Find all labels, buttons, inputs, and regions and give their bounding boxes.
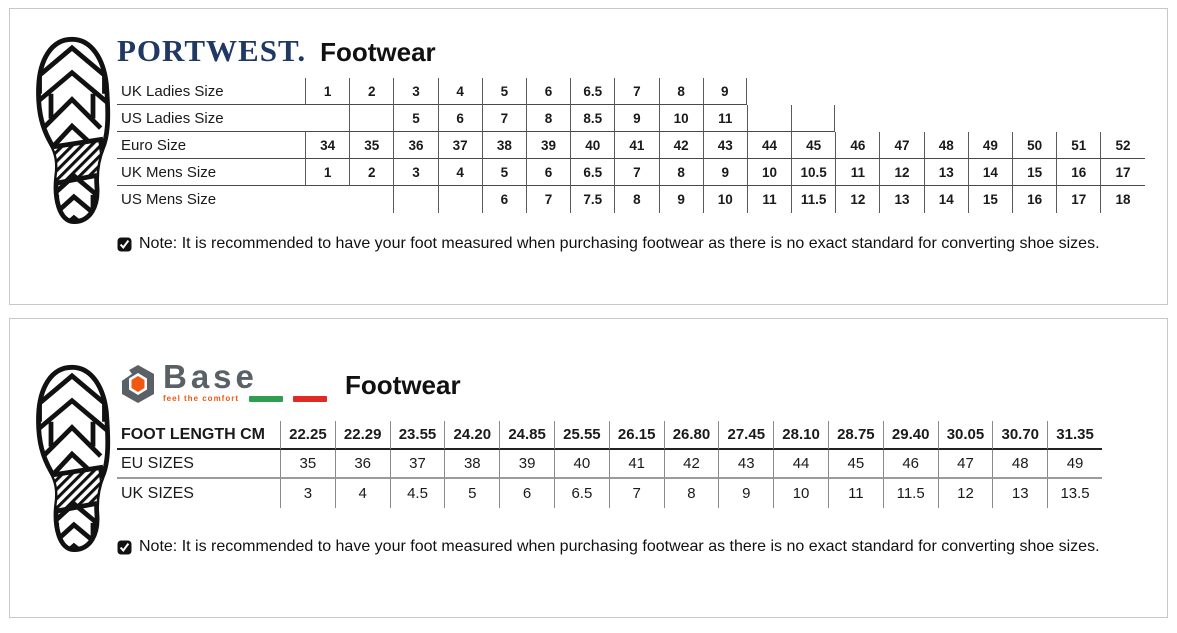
table-cell: 45 — [828, 450, 883, 479]
table-cell: 7 — [614, 78, 658, 105]
table-cell — [349, 186, 393, 213]
table-cell: 24.20 — [444, 421, 499, 450]
table-cell: 40 — [570, 132, 614, 159]
table-cell: 22.25 — [280, 421, 335, 450]
table-cell — [349, 105, 393, 132]
table-cell: 49 — [968, 132, 1012, 159]
table-cell: 46 — [835, 132, 879, 159]
table-cell — [438, 186, 482, 213]
table-cell: 47 — [879, 132, 923, 159]
table-cell: 3 — [393, 159, 437, 186]
table-cell: 25.55 — [554, 421, 609, 450]
table-cell: 47 — [938, 450, 993, 479]
table-cell: 29.40 — [883, 421, 938, 450]
table-cell — [393, 186, 437, 213]
table-cell: 8 — [526, 105, 570, 132]
table-cell: 9 — [703, 159, 747, 186]
row-label: UK Mens Size — [117, 159, 305, 186]
table-cell — [968, 105, 1012, 132]
table-cell: 6 — [438, 105, 482, 132]
table-cell: 10.5 — [791, 159, 835, 186]
table-cell: 42 — [664, 450, 719, 479]
table-cell: 44 — [747, 132, 791, 159]
table-cell: 36 — [335, 450, 390, 479]
table-cell: 14 — [968, 159, 1012, 186]
table-cell: 16 — [1056, 159, 1100, 186]
table-cell: 5 — [482, 159, 526, 186]
base-nut-icon — [117, 363, 159, 407]
portwest-note-text: Note: It is recommended to have your foot measured when purchasing footwear as there is no exact standard for converting shoe sizes. — [139, 235, 1100, 252]
table-cell: 28.10 — [773, 421, 828, 450]
table-cell: 46 — [883, 450, 938, 479]
table-cell: 49 — [1047, 450, 1102, 479]
portwest-logo: PORTWEST. — [117, 33, 307, 68]
table-cell: 18 — [1100, 186, 1144, 213]
table-cell — [305, 105, 349, 132]
green-bar-icon — [249, 396, 283, 402]
table-cell — [1012, 78, 1056, 105]
table-cell: 36 — [393, 132, 437, 159]
table-row — [117, 105, 1157, 132]
row-label: Euro Size — [117, 132, 305, 159]
table-cell: 45 — [791, 132, 835, 159]
table-cell: 8.5 — [570, 105, 614, 132]
table-cell: 5 — [444, 479, 499, 508]
boot-sole-icon — [30, 359, 114, 557]
table-cell: 27.45 — [718, 421, 773, 450]
table-cell: 4 — [438, 78, 482, 105]
table-cell: 41 — [609, 450, 664, 479]
row-label: EU SIZES — [117, 450, 280, 479]
table-cell: 4 — [438, 159, 482, 186]
table-cell: 30.70 — [992, 421, 1047, 450]
table-cell — [924, 105, 968, 132]
table-cell: 38 — [444, 450, 499, 479]
table-cell: 8 — [659, 78, 703, 105]
table-cell: 26.80 — [664, 421, 719, 450]
table-cell — [747, 105, 791, 132]
portwest-note — [117, 235, 1157, 253]
table-cell: 22.29 — [335, 421, 390, 450]
base-size-table — [117, 421, 1157, 508]
table-cell: 38 — [482, 132, 526, 159]
table-cell — [968, 78, 1012, 105]
table-cell: 2 — [349, 78, 393, 105]
table-cell: 7 — [614, 159, 658, 186]
portwest-size-table — [117, 78, 1157, 213]
table-cell: 14 — [924, 186, 968, 213]
portwest-header — [117, 35, 1157, 66]
red-bar-icon — [293, 396, 327, 402]
table-cell: 35 — [280, 450, 335, 479]
table-cell — [747, 78, 791, 105]
table-cell: 41 — [614, 132, 658, 159]
table-cell: 13 — [879, 186, 923, 213]
table-cell — [879, 105, 923, 132]
boot-sole-icon — [30, 31, 114, 229]
table-cell: 11 — [828, 479, 883, 508]
table-cell: 15 — [1012, 159, 1056, 186]
table-cell — [791, 78, 835, 105]
table-cell: 8 — [664, 479, 719, 508]
table-cell: 5 — [393, 105, 437, 132]
table-cell: 28.75 — [828, 421, 883, 450]
table-cell — [879, 78, 923, 105]
table-cell: 8 — [614, 186, 658, 213]
table-cell: 12 — [835, 186, 879, 213]
table-cell: 11 — [747, 186, 791, 213]
table-cell: 43 — [718, 450, 773, 479]
table-cell: 9 — [718, 479, 773, 508]
table-cell: 6 — [482, 186, 526, 213]
table-cell: 13 — [992, 479, 1047, 508]
table-cell: 23.55 — [390, 421, 445, 450]
table-row — [117, 450, 1157, 479]
base-tagline: feel the comfort — [163, 394, 240, 404]
table-cell — [1100, 105, 1144, 132]
table-cell: 11 — [835, 159, 879, 186]
table-cell: 7.5 — [570, 186, 614, 213]
table-cell: 39 — [526, 132, 570, 159]
table-cell: 5 — [482, 78, 526, 105]
note-checkbox-icon — [117, 539, 133, 556]
table-cell: 37 — [438, 132, 482, 159]
table-cell: 48 — [992, 450, 1047, 479]
row-label: US Ladies Size — [117, 105, 305, 132]
base-note-text: Note: It is recommended to have your foot measured when purchasing footwear as there is no exact standard for converting shoe sizes. — [139, 538, 1100, 555]
row-label: FOOT LENGTH CM — [117, 421, 280, 450]
table-cell: 2 — [349, 159, 393, 186]
table-cell — [835, 78, 879, 105]
table-cell: 9 — [703, 78, 747, 105]
table-cell: 10 — [747, 159, 791, 186]
table-cell — [924, 78, 968, 105]
table-row — [117, 159, 1157, 186]
table-cell: 10 — [659, 105, 703, 132]
table-cell: 11 — [703, 105, 747, 132]
table-cell: 13.5 — [1047, 479, 1102, 508]
table-cell: 24.85 — [499, 421, 554, 450]
table-cell: 12 — [879, 159, 923, 186]
table-cell: 11.5 — [791, 186, 835, 213]
table-cell: 6.5 — [570, 78, 614, 105]
table-cell — [1056, 78, 1100, 105]
table-cell — [1100, 78, 1144, 105]
table-cell: 48 — [924, 132, 968, 159]
table-cell: 6 — [526, 78, 570, 105]
table-row — [117, 132, 1157, 159]
base-product-title: Footwear — [345, 370, 461, 400]
table-cell — [791, 105, 835, 132]
table-cell — [305, 186, 349, 213]
table-cell — [1012, 105, 1056, 132]
table-row — [117, 421, 1157, 450]
table-row — [117, 186, 1157, 213]
table-cell: 6.5 — [554, 479, 609, 508]
table-cell — [1056, 105, 1100, 132]
table-cell: 4 — [335, 479, 390, 508]
table-cell: 6 — [526, 159, 570, 186]
table-cell: 7 — [526, 186, 570, 213]
table-cell: 30.05 — [938, 421, 993, 450]
table-cell: 40 — [554, 450, 609, 479]
table-cell: 16 — [1012, 186, 1056, 213]
table-cell: 51 — [1056, 132, 1100, 159]
portwest-product-title: Footwear — [320, 37, 436, 67]
table-cell: 3 — [280, 479, 335, 508]
table-cell: 9 — [659, 186, 703, 213]
table-cell: 1 — [305, 78, 349, 105]
table-cell: 50 — [1012, 132, 1056, 159]
table-cell: 11.5 — [883, 479, 938, 508]
base-panel — [9, 318, 1168, 618]
table-cell: 1 — [305, 159, 349, 186]
table-cell: 39 — [499, 450, 554, 479]
table-cell: 17 — [1056, 186, 1100, 213]
base-logo — [117, 358, 327, 407]
base-header — [117, 358, 1157, 407]
table-cell: 17 — [1100, 159, 1144, 186]
table-cell: 26.15 — [609, 421, 664, 450]
table-cell: 15 — [968, 186, 1012, 213]
table-cell: 8 — [659, 159, 703, 186]
table-cell: 3 — [393, 78, 437, 105]
table-cell: 37 — [390, 450, 445, 479]
table-cell: 6.5 — [570, 159, 614, 186]
portwest-panel — [9, 8, 1168, 305]
base-note — [117, 538, 1157, 556]
table-cell: 10 — [703, 186, 747, 213]
row-label: US Mens Size — [121, 191, 217, 208]
table-cell: 44 — [773, 450, 828, 479]
table-cell: 42 — [659, 132, 703, 159]
table-row — [117, 78, 1157, 105]
base-wordmark: Base — [163, 358, 258, 395]
table-cell: 43 — [703, 132, 747, 159]
table-cell: 12 — [938, 479, 993, 508]
table-cell: 7 — [609, 479, 664, 508]
table-cell: 9 — [614, 105, 658, 132]
table-cell: 13 — [924, 159, 968, 186]
table-cell: 7 — [482, 105, 526, 132]
note-checkbox-icon — [117, 236, 133, 253]
table-cell: 31.35 — [1047, 421, 1102, 450]
table-cell: 34 — [305, 132, 349, 159]
row-label: UK Ladies Size — [117, 78, 305, 105]
table-cell: 4.5 — [390, 479, 445, 508]
table-cell: 6 — [499, 479, 554, 508]
table-cell — [835, 105, 879, 132]
row-label: UK SIZES — [121, 484, 194, 502]
table-cell: 10 — [773, 479, 828, 508]
table-row — [117, 479, 1157, 508]
table-cell: 35 — [349, 132, 393, 159]
table-cell: 52 — [1100, 132, 1144, 159]
